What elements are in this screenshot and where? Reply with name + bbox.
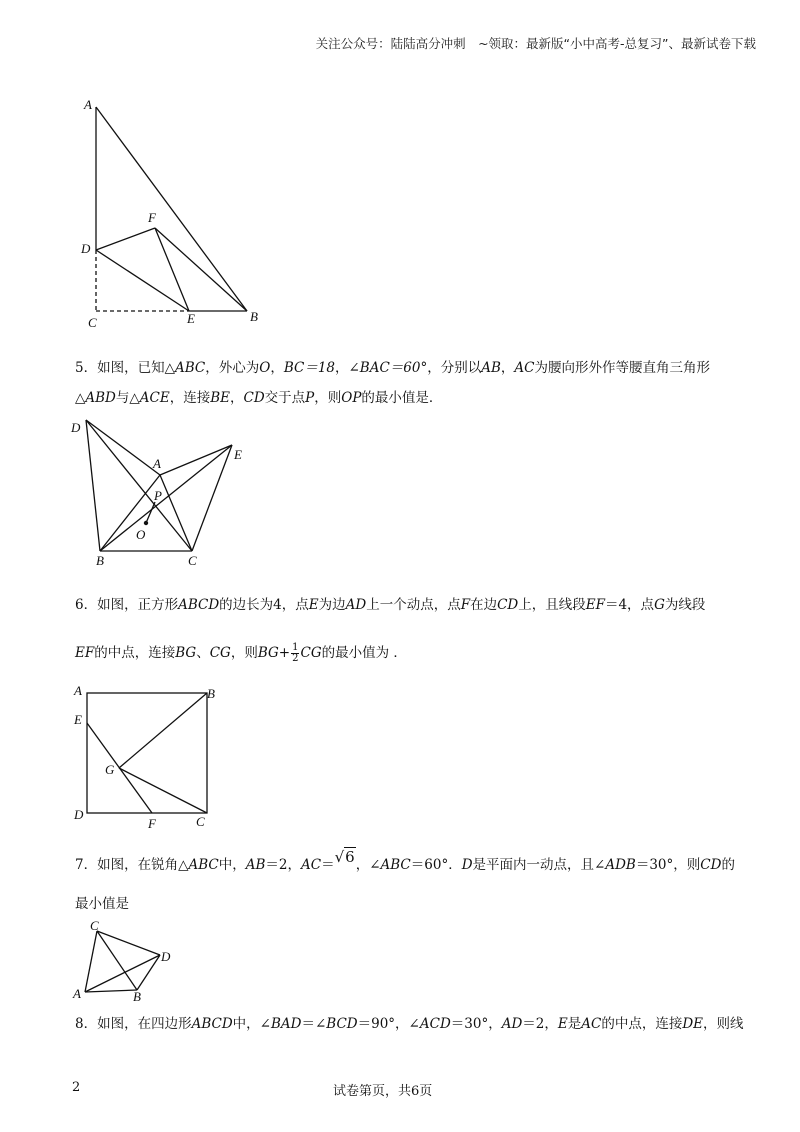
label-b: B <box>133 989 141 1003</box>
figure-q4 <box>75 95 275 335</box>
segment-ca <box>85 931 97 992</box>
page-header: 关注公众号：陆陆高分冲刺 ~领取：最新版“小中高考-总复习”、最新试卷下载 <box>315 36 756 51</box>
label-a: A <box>73 986 81 1001</box>
q6-line-2: EF的中点，连接BG、CG，则BG+ $\frac{1}{2}$ CG的最小值为 ． <box>75 642 407 664</box>
q7-line-2: 最小值是 <box>75 896 129 912</box>
label-o: O <box>136 527 146 542</box>
segment-fb <box>155 228 247 311</box>
segment-ab <box>96 107 247 311</box>
segment-ab <box>85 990 137 992</box>
figure-q6 <box>70 682 230 834</box>
segment-cd <box>97 931 160 955</box>
segment-ab <box>100 475 160 551</box>
label-d: D <box>161 949 171 964</box>
label-a: A <box>84 97 92 112</box>
segment-ac <box>160 475 192 551</box>
q6-line-1: 6．如图，正方形ABCD的边长为4，点E为边AD上一个动点，点F在边CD上，且线段EF＝4，点G为线段 <box>75 597 706 613</box>
label-c: C <box>188 553 197 568</box>
label-c: C <box>90 918 99 933</box>
page-number: 2 <box>72 1080 81 1095</box>
label-f: F <box>148 210 156 225</box>
q5-line-2: △ABD与△ACE，连接BE，CD交于点P，则OP的最小值是． <box>75 390 443 406</box>
page-info: 试卷第页，共6页 <box>333 1084 433 1099</box>
label-d: D <box>81 241 91 256</box>
square-abcd <box>87 693 207 813</box>
segment-df <box>96 228 155 250</box>
label-b: B <box>207 686 215 701</box>
label-a: A <box>74 683 82 698</box>
fraction-one-half: $\frac{1}{2}$ <box>292 642 299 664</box>
segment-de <box>96 250 189 311</box>
label-d: D <box>74 807 84 822</box>
label-f: F <box>148 816 156 831</box>
segment-gc <box>119 768 207 813</box>
segment-gb <box>119 693 207 768</box>
label-a: A <box>153 456 161 471</box>
label-c: C <box>196 814 205 829</box>
q5-line-1: 5．如图，已知△ABC，外心为O，BC＝18，∠BAC＝60°，分别以AB，AC为腰向形外作等腰直角三角形 <box>75 360 711 376</box>
q7-line-1: 7．如图，在锐角△ABC中，AB＝2，AC＝√6，∠ABC＝60°．D是平面内一动点，且∠ADB＝30°，则CD的 <box>75 848 735 873</box>
figure-q7 <box>70 918 180 1003</box>
label-p: P <box>154 488 162 503</box>
figure-q5 <box>70 415 260 570</box>
segment-ae <box>160 445 232 475</box>
segment-cb <box>97 931 137 990</box>
label-e: E <box>74 712 82 727</box>
label-c: C <box>88 315 97 330</box>
segment-ad <box>85 955 160 992</box>
label-b: B <box>250 309 258 324</box>
sqrt-six: √6 <box>334 848 355 866</box>
q8-line-1: 8．如图，在四边形ABCD中，∠BAD＝∠BCD＝90°，∠ACD＝30°，AD＝2，E是AC的中点，连接DE，则线 <box>75 1016 744 1032</box>
label-e: E <box>187 311 195 326</box>
label-d: D <box>71 420 81 435</box>
label-g: G <box>105 762 115 777</box>
label-e: E <box>234 447 242 462</box>
segment-fe <box>155 228 189 311</box>
label-b: B <box>96 553 104 568</box>
segment-db <box>86 420 100 551</box>
point-o <box>144 521 148 525</box>
